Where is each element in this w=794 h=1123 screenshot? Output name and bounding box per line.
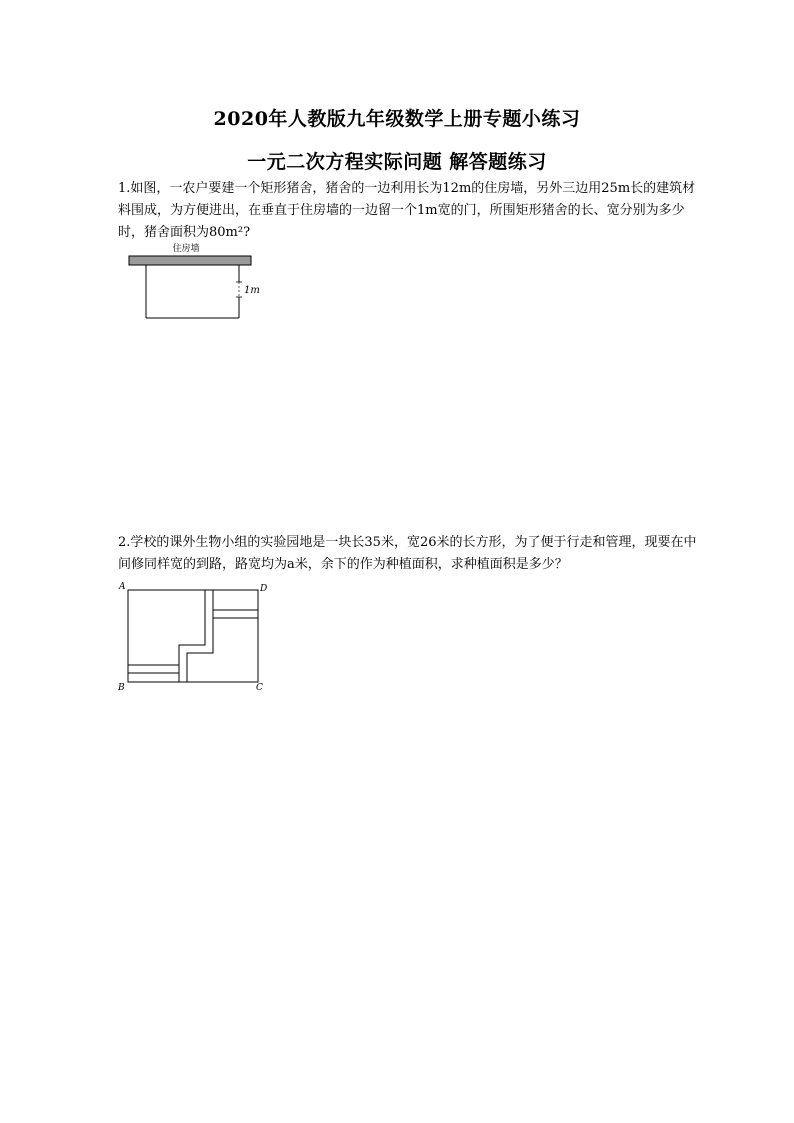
figure-garden	[115, 578, 275, 694]
wall-label: 住房墙	[172, 244, 200, 254]
corner-b-label: B	[118, 683, 125, 693]
question-1-text: 1.如图，一农户要建一个矩形猪舍，猪舍的一边利用长为12m的住房墙，另外三边用25m长的建筑材料围成，为方便进出，在垂直于住房墙的一边留一个1m宽的门，所围矩形猪舍的长、宽分别为多少时，猪舍面积为80m²?	[118, 181, 696, 240]
document-subtitle: 一元二次方程实际问题 解答题练习	[247, 151, 547, 173]
figure-pig-pen	[124, 238, 264, 328]
house-wall	[129, 256, 251, 265]
corner-c-label: C	[256, 683, 263, 693]
corner-d-label: D	[260, 584, 268, 594]
road-edge-left	[179, 590, 205, 682]
question-2-text: 2.学校的课外生物小组的实验园地是一块长35米，宽26米的长方形，为了便于行走和管理，现要在中间修同样宽的到路，路宽均为a米，余下的作为种植面积，求种植面积是多少？	[118, 535, 697, 572]
road-edge-right	[187, 590, 213, 682]
corner-a-label: A	[119, 582, 126, 592]
door-label: 1m	[244, 285, 260, 296]
document-title: 2020年人教版九年级数学上册专题小练习	[213, 108, 581, 130]
garden-outline	[128, 590, 258, 682]
